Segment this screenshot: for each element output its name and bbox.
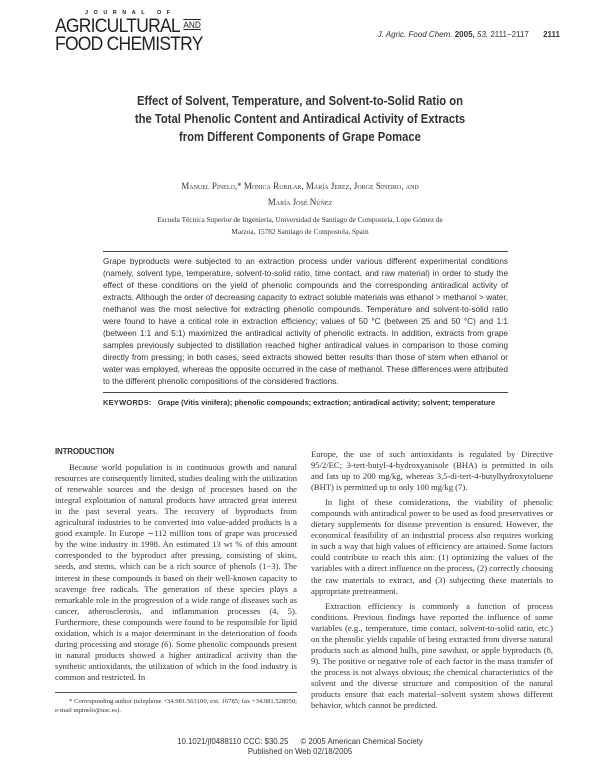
abstract-box <box>103 251 508 409</box>
logo-journal-of: JOURNAL OF <box>85 10 176 16</box>
logo-food-chemistry: FOOD CHEMISTRY <box>55 34 203 55</box>
paragraph: Because world population is in continuous growth and natural resources are consequently limited, studies dealing with the utilization of renewable sources and the design of processes based on the integral exploitation of natural products have attracted great interest in the past several years. The recovery of byproducts from agricultural industries to be converted into value-added products is a good example. In Europe ∼112 million tons of grape was processed by the wine industry in 1998. An estimated 13 wt % of this amount corresponded to the byproduct after pressing, consisting of skins, seeds, and stems, which can be a rich source of phenols (1−3). The interest in these compounds is based on their well-known capacity to scavenge free radicals. The generation of these species plays a remarkable role in the progression of a wide range of diseases such as cancer, atherosclerosis, and inflammation processes (4, 5). Furthermore, these compounds were found to be responsible for lipid oxidation, which is a major determinant in the deterioration of foods during processing and storage (6). Some phenolic compounds present in natural products showed a higher antiradical activity than the synthetic antioxidants, the utilization of which in the food industry is common and restricted. In <box>55 462 297 682</box>
affiliation <box>120 214 480 238</box>
right-column <box>311 449 553 711</box>
affiliation-line: Escuela Técnica Superior de Ingeniería, Universidad de Santiago de Compostela, Lope Gómez de <box>157 215 443 224</box>
published-date: Published on Web 02/18/2005 <box>247 747 353 756</box>
keywords-text: Grape (Vitis vinifera); phenolic compounds; extraction; antiradical activity; solvent; temperature <box>157 397 496 407</box>
title-line: from Different Components of Grape Pomace <box>179 130 421 144</box>
citation-pages: 2111−2117 <box>490 30 529 39</box>
affiliation-line: Marzoa, 15782 Santiago de Compostela, Spain <box>231 227 369 236</box>
citation-header <box>378 30 560 39</box>
title-line: Effect of Solvent, Temperature, and Solvent-to-Solid Ratio on <box>136 94 464 108</box>
citation-year: 2005, <box>454 30 475 39</box>
paragraph: Europe, the use of such antioxidants is regulated by Directive 95/2/EC; 3-tert-butyl-4-hydroxyanisole (BHA) is permitted in oils and fats up to 200 mg/kg, whereas 3,5-di-tert-4-butylhydroxytoluene (BHT) is permitted up to only 100 mg/kg (7). <box>311 449 553 493</box>
authors-line: María José Núñez <box>267 197 333 207</box>
footnote-divider <box>55 692 297 693</box>
citation-journal: J. Agric. Food Chem. <box>377 30 453 39</box>
page-footer <box>0 737 600 757</box>
copyright: © 2005 American Chemical Society <box>300 737 423 746</box>
keywords-label: KEYWORDS: <box>103 397 152 407</box>
left-column <box>55 446 297 683</box>
keywords <box>103 393 508 409</box>
abstract: Grape byproducts were subjected to an extraction process under various different experimental conditions (namely, solvent type, temperature, solvent-to-solid ratio, time contact, and raw material) in order to study the effect of these conditions on the yield of phenolic compounds and the corresponding antiradical activity of extracts. Although the order of decreasing capacity to extract soluble materials was ethanol > methanol > water, methanol was the most selective for extracting phenolic compounds. Temperature and solvent-to-solid ratio were found to have a critical role in extraction efficiency; values of 50 °C (between 25 and 50 °C) and 1:1 (between 1:1 and 5:1) maximized the antiradical activity of phenolic extracts. In addition, extracts from grape samples previously subjected to distillation reached higher antiradical values in comparison to those coming directly from pressing; in both cases, seed extracts showed better results than those of stem when ethanol or water was employed, whereas the opposite occurred in the case of methanol. These differences were attributed to the different phenolic compositions of the considered fractions. <box>103 252 508 393</box>
citation-volume: 53, <box>477 30 489 39</box>
journal-logo <box>55 10 216 54</box>
paragraph: Extraction efficiency is commonly a function of process conditions. Previous findings have reported the influence of some variables (e.g., temperature, time contact, solvent-to-solid ratio, etc.) on the phenolic yields capable of being extracted from diverse natural products such as almond hulls, pine sawdust, or apple byproducts (8, 9). The positive or negative role of each factor in the mass transfer of the process is not always obvious; the chemical characteristics of the solvent and the diverse structure and composition of the natural products ensure that each material−solvent system shows different behavior, which cannot be predicted. <box>311 600 553 711</box>
logo-and: AND <box>183 20 201 30</box>
logo-agricultural: AGRICULTURAL <box>55 16 180 37</box>
paragraph: In light of these considerations, the viability of phenolic compounds with antiradical power to be used as food preservatives or dietary supplements for disease prevention is ensured. However, the economical feasibility of an industrial process also requires working in such a way that high values of efficiency are attained. Some factors could contribute to reach this aim: (1) optimizing the values of the variables with a direct influence on the process, (2) correctly choosing the raw materials to extract, and (3) subjecting these materials to appropriate pretreatment. <box>311 497 553 596</box>
introduction-heading: INTRODUCTION <box>55 447 114 456</box>
footnote <box>55 697 297 715</box>
title-line: the Total Phenolic Content and Antiradical Activity of Extracts <box>134 112 466 126</box>
page-number: 2111 <box>543 30 560 39</box>
authors <box>120 178 480 210</box>
authors-line: Manuel Pinelo,* Monica Rubilar, María Jerez, Jorge Sineiro, and <box>181 181 419 191</box>
footnote-text: * Corresponding author (telephone +34.981.563100, ext. 16785; fax +34.981.528050; e-mail mpinelo@usc.es). <box>55 698 297 714</box>
paper-title <box>111 92 489 146</box>
doi: 10.1021/jf0488110 CCC: $30.25 <box>177 737 289 746</box>
